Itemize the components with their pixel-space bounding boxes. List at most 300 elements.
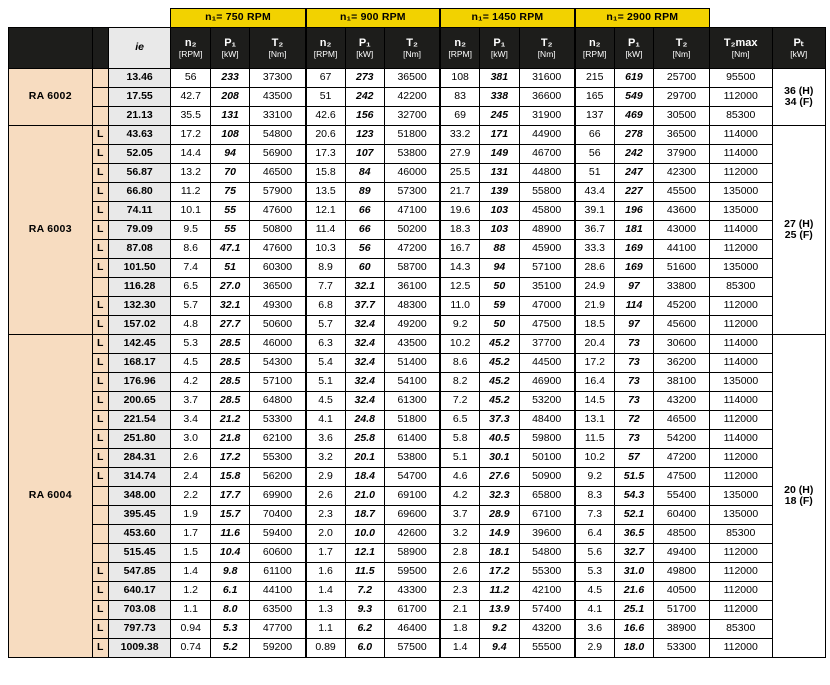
- n2-value: 3.7: [171, 392, 210, 411]
- p1-value: 73: [614, 430, 653, 449]
- p1-value: 5.3: [210, 620, 249, 639]
- ie-ratio: 43.63: [108, 126, 171, 145]
- n2-value: 56: [575, 145, 614, 164]
- n2-value: 1.6: [306, 563, 345, 582]
- t2-value: 42300: [654, 164, 710, 183]
- t2-value: 59500: [384, 563, 440, 582]
- t2-value: 36500: [384, 69, 440, 88]
- pt-value: 27 (H) 25 (F): [772, 126, 825, 335]
- t2-value: 47500: [519, 316, 575, 335]
- n2-value: 1.9: [171, 506, 210, 525]
- ie-ratio: 703.08: [108, 601, 171, 620]
- n2-value: 17.2: [171, 126, 210, 145]
- t2-value: 30600: [654, 335, 710, 354]
- t2-value: 54100: [384, 373, 440, 392]
- t2max-value: 112000: [709, 411, 772, 430]
- t2-value: 54300: [250, 354, 306, 373]
- p1-value: 40.5: [480, 430, 519, 449]
- n2-value: 16.4: [575, 373, 614, 392]
- p1-value: 7.2: [345, 582, 384, 601]
- p1-value: 72: [614, 411, 653, 430]
- ie-ratio: 74.11: [108, 202, 171, 221]
- col-header-3-P: P₁ [kW]: [480, 28, 519, 69]
- p1-value: 32.7: [614, 544, 653, 563]
- n2-value: 42.6: [306, 107, 345, 126]
- p1-value: 45.2: [480, 354, 519, 373]
- col-header-2-T: T₂ [Nm]: [384, 28, 440, 69]
- n2-value: 83: [440, 88, 479, 107]
- table-row: [9, 164, 826, 183]
- ie-ratio: 79.09: [108, 221, 171, 240]
- t2-value: 51400: [384, 354, 440, 373]
- col-header-3-n: n₂ [RPM]: [440, 28, 479, 69]
- n2-value: 4.2: [440, 487, 479, 506]
- n2-value: 25.5: [440, 164, 479, 183]
- t2-value: 45800: [519, 202, 575, 221]
- p1-value: 5.2: [210, 639, 249, 658]
- l-flag: L: [92, 639, 108, 658]
- n2-value: 3.6: [306, 430, 345, 449]
- p1-value: 21.2: [210, 411, 249, 430]
- p1-value: 47.1: [210, 240, 249, 259]
- ie-ratio: 515.45: [108, 544, 171, 563]
- p1-value: 28.9: [480, 506, 519, 525]
- p1-value: 94: [480, 259, 519, 278]
- n2-value: 4.2: [171, 373, 210, 392]
- p1-value: 32.4: [345, 316, 384, 335]
- p1-value: 6.0: [345, 639, 384, 658]
- table-row: [9, 259, 826, 278]
- p1-value: 169: [614, 240, 653, 259]
- p1-value: 103: [480, 202, 519, 221]
- n2-value: 5.1: [440, 449, 479, 468]
- l-flag: L: [92, 392, 108, 411]
- p1-value: 32.3: [480, 487, 519, 506]
- p1-value: 28.5: [210, 392, 249, 411]
- n2-value: 1.4: [306, 582, 345, 601]
- n2-value: 11.2: [171, 183, 210, 202]
- l-flag: [92, 88, 108, 107]
- n2-value: 0.94: [171, 620, 210, 639]
- t2-value: 49400: [654, 544, 710, 563]
- p1-value: 273: [345, 69, 384, 88]
- n2-value: 4.1: [575, 601, 614, 620]
- n2-value: 0.74: [171, 639, 210, 658]
- t2max-value: 85300: [709, 525, 772, 544]
- n2-value: 4.5: [306, 392, 345, 411]
- rpm-group-1: n₁= 750 RPM: [171, 9, 306, 28]
- p1-value: 123: [345, 126, 384, 145]
- t2-value: 39600: [519, 525, 575, 544]
- p1-value: 278: [614, 126, 653, 145]
- t2-value: 54800: [250, 126, 306, 145]
- n2-value: 27.9: [440, 145, 479, 164]
- l-flag: L: [92, 430, 108, 449]
- n2-value: 51: [306, 88, 345, 107]
- t2-value: 50800: [250, 221, 306, 240]
- n2-value: 5.6: [575, 544, 614, 563]
- n2-value: 20.4: [575, 335, 614, 354]
- n2-value: 6.5: [171, 278, 210, 297]
- l-flag: [92, 525, 108, 544]
- t2-value: 55400: [654, 487, 710, 506]
- t2max-value: 85300: [709, 107, 772, 126]
- p1-value: 9.4: [480, 639, 519, 658]
- p1-value: 70: [210, 164, 249, 183]
- t2-value: 42200: [384, 88, 440, 107]
- p1-value: 45.2: [480, 335, 519, 354]
- t2-value: 54800: [519, 544, 575, 563]
- p1-value: 381: [480, 69, 519, 88]
- table-row: [9, 506, 826, 525]
- ie-ratio: 176.96: [108, 373, 171, 392]
- header-spacer: [9, 9, 171, 28]
- t2-value: 47600: [250, 240, 306, 259]
- t2-value: 43200: [519, 620, 575, 639]
- n2-value: 51: [575, 164, 614, 183]
- n2-value: 56: [171, 69, 210, 88]
- t2-value: 59800: [519, 430, 575, 449]
- p1-value: 12.1: [345, 544, 384, 563]
- t2-value: 56200: [250, 468, 306, 487]
- n2-value: 19.6: [440, 202, 479, 221]
- t2max-value: 112000: [709, 582, 772, 601]
- table-row: [9, 544, 826, 563]
- p1-value: 89: [345, 183, 384, 202]
- t2-value: 48900: [519, 221, 575, 240]
- n2-value: 13.5: [306, 183, 345, 202]
- t2-value: 36100: [384, 278, 440, 297]
- n2-value: 1.7: [306, 544, 345, 563]
- ie-ratio: 797.73: [108, 620, 171, 639]
- t2-value: 56900: [250, 145, 306, 164]
- t2-value: 32700: [384, 107, 440, 126]
- n2-value: 21.7: [440, 183, 479, 202]
- p1-value: 11.6: [210, 525, 249, 544]
- p1-value: 75: [210, 183, 249, 202]
- ie-ratio: 13.46: [108, 69, 171, 88]
- t2-value: 61300: [384, 392, 440, 411]
- p1-value: 50: [480, 278, 519, 297]
- t2-value: 36200: [654, 354, 710, 373]
- l-flag: L: [92, 449, 108, 468]
- l-flag: [92, 69, 108, 88]
- n2-value: 0.89: [306, 639, 345, 658]
- p1-value: 25.1: [614, 601, 653, 620]
- p1-value: 28.5: [210, 354, 249, 373]
- t2-value: 45900: [519, 240, 575, 259]
- t2-value: 51800: [384, 411, 440, 430]
- t2max-value: 135000: [709, 506, 772, 525]
- p1-value: 88: [480, 240, 519, 259]
- p1-value: 108: [210, 126, 249, 145]
- n2-value: 108: [440, 69, 479, 88]
- table-row: [9, 582, 826, 601]
- p1-value: 549: [614, 88, 653, 107]
- t2max-value: 85300: [709, 620, 772, 639]
- p1-value: 32.4: [345, 354, 384, 373]
- t2-value: 57500: [384, 639, 440, 658]
- table-row: [9, 487, 826, 506]
- p1-value: 60: [345, 259, 384, 278]
- header-spacer-pt: [772, 9, 825, 28]
- t2-value: 61100: [250, 563, 306, 582]
- t2-value: 46700: [519, 145, 575, 164]
- n2-value: 5.1: [306, 373, 345, 392]
- n2-value: 137: [575, 107, 614, 126]
- t2-value: 57100: [519, 259, 575, 278]
- t2-value: 57400: [519, 601, 575, 620]
- t2max-value: 85300: [709, 278, 772, 297]
- t2-value: 31900: [519, 107, 575, 126]
- p1-value: 84: [345, 164, 384, 183]
- ie-ratio: 157.02: [108, 316, 171, 335]
- rpm-group-4: n₁= 2900 RPM: [575, 9, 710, 28]
- p1-value: 94: [210, 145, 249, 164]
- n2-value: 17.2: [575, 354, 614, 373]
- t2-value: 59400: [250, 525, 306, 544]
- p1-value: 32.4: [345, 373, 384, 392]
- n2-value: 28.6: [575, 259, 614, 278]
- n2-value: 2.3: [440, 582, 479, 601]
- t2max-value: 114000: [709, 145, 772, 164]
- ie-ratio: 200.65: [108, 392, 171, 411]
- p1-value: 6.1: [210, 582, 249, 601]
- p1-value: 18.1: [480, 544, 519, 563]
- n2-value: 1.8: [440, 620, 479, 639]
- t2-value: 31600: [519, 69, 575, 88]
- p1-value: 55: [210, 202, 249, 221]
- p1-value: 27.0: [210, 278, 249, 297]
- n2-value: 8.6: [440, 354, 479, 373]
- l-flag: L: [92, 354, 108, 373]
- p1-value: 73: [614, 335, 653, 354]
- t2max-value: 112000: [709, 297, 772, 316]
- n2-value: 1.2: [171, 582, 210, 601]
- table-row: [9, 468, 826, 487]
- model-name: RA 6002: [9, 69, 93, 126]
- ie-ratio: 168.17: [108, 354, 171, 373]
- n2-value: 10.2: [440, 335, 479, 354]
- n2-value: 12.1: [306, 202, 345, 221]
- t2-value: 43000: [654, 221, 710, 240]
- p1-value: 32.4: [345, 392, 384, 411]
- header-spacer-t2max: [709, 9, 772, 28]
- p1-value: 21.0: [345, 487, 384, 506]
- t2-value: 37300: [250, 69, 306, 88]
- p1-value: 30.1: [480, 449, 519, 468]
- n2-value: 6.5: [440, 411, 479, 430]
- t2max-value: 112000: [709, 240, 772, 259]
- ie-ratio: 21.13: [108, 107, 171, 126]
- col-header-4-n: n₂ [RPM]: [575, 28, 614, 69]
- p1-value: 54.3: [614, 487, 653, 506]
- ie-ratio: 251.80: [108, 430, 171, 449]
- p1-value: 10.0: [345, 525, 384, 544]
- p1-value: 97: [614, 278, 653, 297]
- p1-value: 31.0: [614, 563, 653, 582]
- p1-value: 18.4: [345, 468, 384, 487]
- t2max-value: 114000: [709, 392, 772, 411]
- n2-value: 20.6: [306, 126, 345, 145]
- t2-value: 63500: [250, 601, 306, 620]
- p1-value: 15.7: [210, 506, 249, 525]
- n2-value: 10.2: [575, 449, 614, 468]
- p1-value: 139: [480, 183, 519, 202]
- t2-value: 57300: [384, 183, 440, 202]
- p1-value: 196: [614, 202, 653, 221]
- n2-value: 10.1: [171, 202, 210, 221]
- n2-value: 2.9: [306, 468, 345, 487]
- p1-value: 156: [345, 107, 384, 126]
- p1-value: 32.1: [210, 297, 249, 316]
- n2-value: 1.4: [440, 639, 479, 658]
- n2-value: 21.9: [575, 297, 614, 316]
- n2-value: 3.2: [306, 449, 345, 468]
- t2-value: 55300: [250, 449, 306, 468]
- p1-value: 57: [614, 449, 653, 468]
- t2-value: 46000: [250, 335, 306, 354]
- l-flag: [92, 506, 108, 525]
- t2max-value: 112000: [709, 88, 772, 107]
- t2-value: 67100: [519, 506, 575, 525]
- n2-value: 2.6: [440, 563, 479, 582]
- col-header-2-P: P₁ [kW]: [345, 28, 384, 69]
- p1-value: 6.2: [345, 620, 384, 639]
- t2-value: 55500: [519, 639, 575, 658]
- t2-value: 69100: [384, 487, 440, 506]
- t2-value: 50100: [519, 449, 575, 468]
- ie-ratio: 640.17: [108, 582, 171, 601]
- t2-value: 53800: [384, 145, 440, 164]
- n2-value: 13.1: [575, 411, 614, 430]
- p1-value: 20.1: [345, 449, 384, 468]
- col-header-2-n: n₂ [RPM]: [306, 28, 345, 69]
- t2max-value: 114000: [709, 335, 772, 354]
- t2-value: 46900: [519, 373, 575, 392]
- p1-value: 73: [614, 392, 653, 411]
- l-flag: L: [92, 316, 108, 335]
- l-flag: L: [92, 468, 108, 487]
- n2-value: 67: [306, 69, 345, 88]
- t2-value: 49200: [384, 316, 440, 335]
- table-row: [9, 107, 826, 126]
- table-row: [9, 88, 826, 107]
- t2-value: 51800: [384, 126, 440, 145]
- p1-value: 17.7: [210, 487, 249, 506]
- t2-value: 57100: [250, 373, 306, 392]
- p1-value: 11.5: [345, 563, 384, 582]
- n2-value: 18.5: [575, 316, 614, 335]
- t2-value: 50600: [250, 316, 306, 335]
- n2-value: 69: [440, 107, 479, 126]
- n2-value: 2.6: [171, 449, 210, 468]
- t2-value: 48500: [654, 525, 710, 544]
- n2-value: 11.4: [306, 221, 345, 240]
- table-row: [9, 145, 826, 164]
- n2-value: 36.7: [575, 221, 614, 240]
- ie-ratio: 221.54: [108, 411, 171, 430]
- table-row: [9, 202, 826, 221]
- table-row: [9, 430, 826, 449]
- l-flag: L: [92, 202, 108, 221]
- rpm-group-2: n₁= 900 RPM: [306, 9, 441, 28]
- n2-value: 3.4: [171, 411, 210, 430]
- n2-value: 4.1: [306, 411, 345, 430]
- t2max-value: 114000: [709, 126, 772, 145]
- n2-value: 4.8: [171, 316, 210, 335]
- n2-value: 9.5: [171, 221, 210, 240]
- p1-value: 37.3: [480, 411, 519, 430]
- t2-value: 45600: [654, 316, 710, 335]
- table-row: [9, 449, 826, 468]
- p1-value: 208: [210, 88, 249, 107]
- ie-ratio: 132.30: [108, 297, 171, 316]
- n2-value: 5.7: [171, 297, 210, 316]
- t2-value: 47500: [654, 468, 710, 487]
- ie-ratio: 116.28: [108, 278, 171, 297]
- p1-value: 131: [210, 107, 249, 126]
- t2-value: 54700: [384, 468, 440, 487]
- ie-ratio: 284.31: [108, 449, 171, 468]
- t2-value: 61400: [384, 430, 440, 449]
- n2-value: 17.3: [306, 145, 345, 164]
- table-row: [9, 601, 826, 620]
- t2-value: 46400: [384, 620, 440, 639]
- n2-value: 6.4: [575, 525, 614, 544]
- ie-ratio: 348.00: [108, 487, 171, 506]
- p1-value: 233: [210, 69, 249, 88]
- n2-value: 43.4: [575, 183, 614, 202]
- ie-ratio: 314.74: [108, 468, 171, 487]
- t2-value: 53300: [654, 639, 710, 658]
- p1-value: 50: [480, 316, 519, 335]
- t2max-value: 135000: [709, 183, 772, 202]
- l-flag: L: [92, 259, 108, 278]
- l-flag: L: [92, 240, 108, 259]
- p1-value: 18.0: [614, 639, 653, 658]
- t2max-value: 112000: [709, 601, 772, 620]
- t2-value: 38100: [654, 373, 710, 392]
- n2-value: 2.6: [306, 487, 345, 506]
- p1-value: 56: [345, 240, 384, 259]
- n2-value: 165: [575, 88, 614, 107]
- col-header-1-n: n₂ [RPM]: [171, 28, 210, 69]
- t2max-value: 135000: [709, 487, 772, 506]
- n2-value: 3.6: [575, 620, 614, 639]
- model-header: [9, 28, 93, 69]
- table-row: [9, 563, 826, 582]
- t2-value: 57900: [250, 183, 306, 202]
- n2-value: 3.2: [440, 525, 479, 544]
- p1-value: 28.5: [210, 335, 249, 354]
- p1-value: 242: [345, 88, 384, 107]
- t2-value: 44900: [519, 126, 575, 145]
- t2-value: 33100: [250, 107, 306, 126]
- p1-value: 181: [614, 221, 653, 240]
- p1-value: 15.8: [210, 468, 249, 487]
- t2-value: 43600: [654, 202, 710, 221]
- t2-value: 30500: [654, 107, 710, 126]
- p1-value: 24.8: [345, 411, 384, 430]
- n2-value: 1.1: [171, 601, 210, 620]
- ie-ratio: 142.45: [108, 335, 171, 354]
- table-row: [9, 392, 826, 411]
- col-header-t2max: T₂max [Nm]: [709, 28, 772, 69]
- t2max-value: 112000: [709, 563, 772, 582]
- t2-value: 53800: [384, 449, 440, 468]
- t2-value: 49300: [250, 297, 306, 316]
